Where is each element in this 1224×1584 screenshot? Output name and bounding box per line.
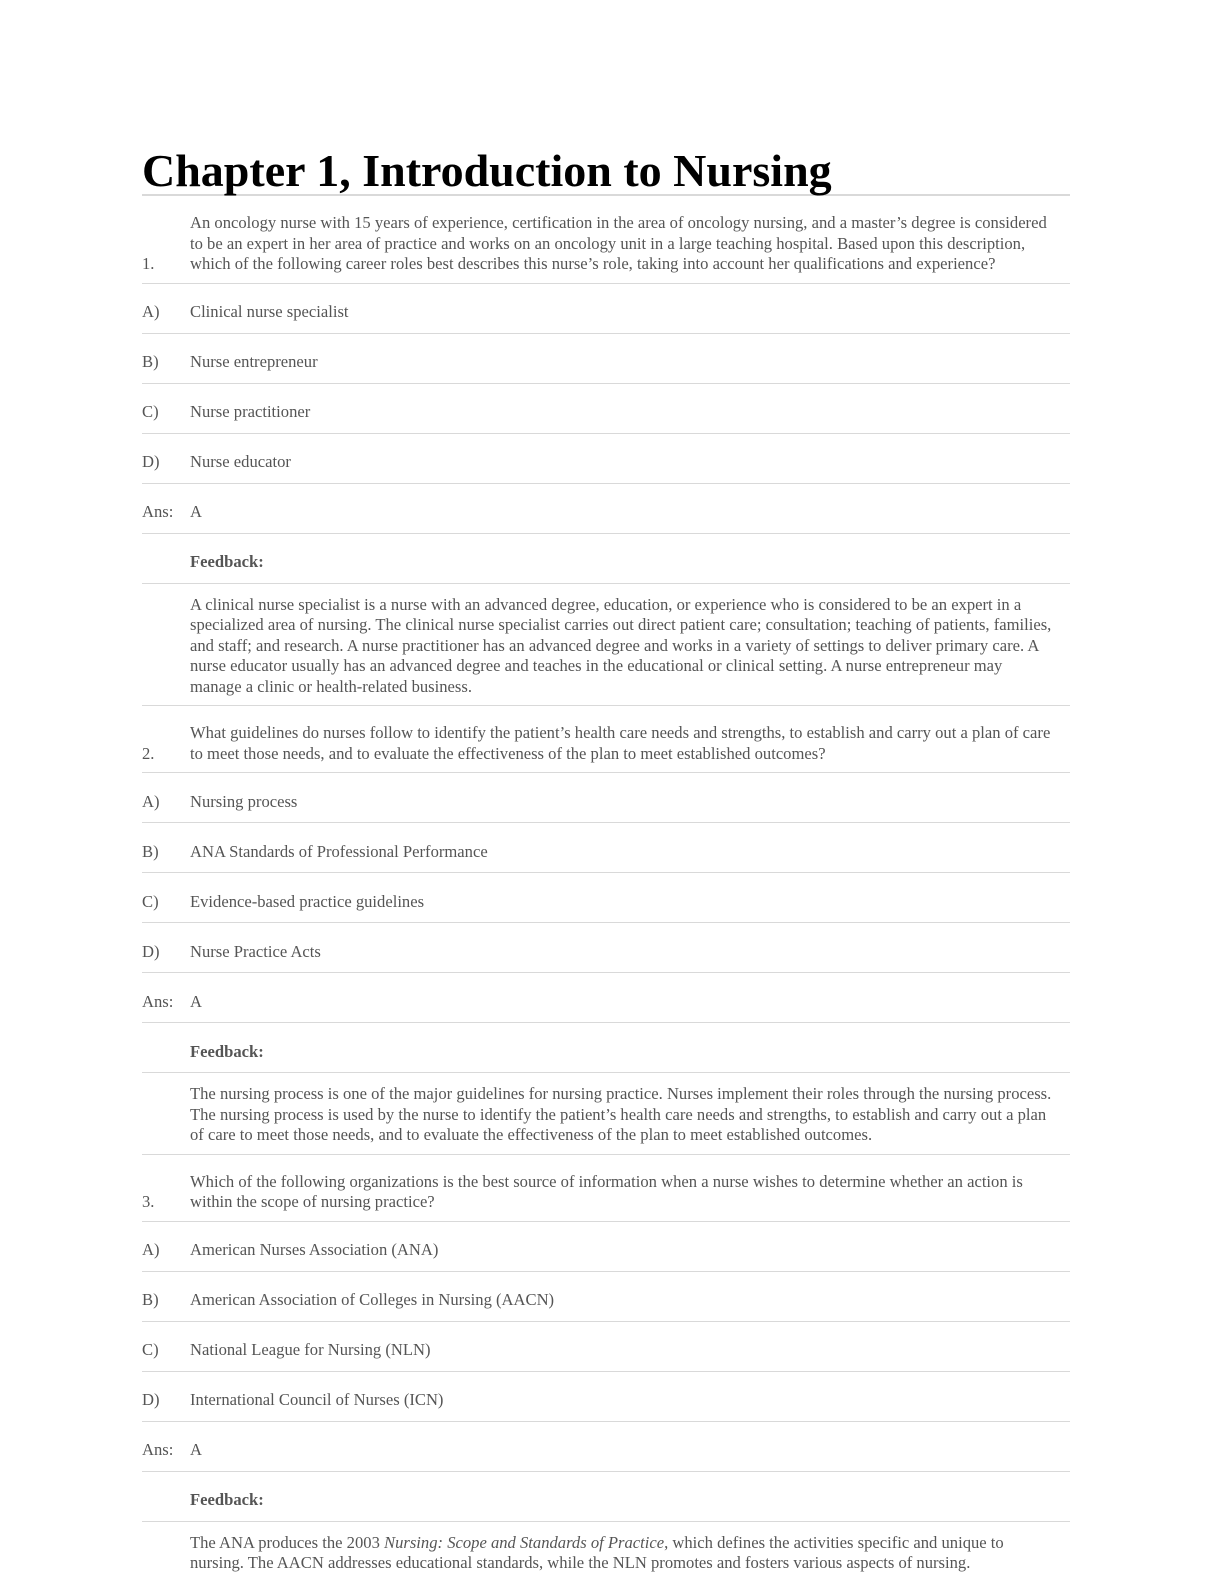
question-number: 3. [142,1154,190,1221]
option-letter: B) [142,823,190,873]
feedback-text-row [142,1073,1070,1155]
option-text: American Nurses Association (ANA) [190,1221,1070,1271]
feedback-text-part: The ANA produces the 2003 [190,1532,385,1552]
option-row [142,773,1070,823]
option-row [142,1221,1070,1271]
option-letter: A) [142,283,190,333]
option-letter: D) [142,923,190,973]
option-row [142,283,1070,333]
option-letter: D) [142,1371,190,1421]
question-stem-row [142,706,1070,773]
feedback-text-row [142,583,1070,706]
option-row [142,1371,1070,1421]
feedback-text-row [142,1521,1070,1582]
option-row [142,873,1070,923]
question-table [142,196,1070,1582]
option-text: Clinical nurse specialist [190,283,1070,333]
answer-row [142,1421,1070,1471]
option-letter: A) [142,773,190,823]
option-text: Nurse educator [190,433,1070,483]
feedback-label: Feedback: [190,533,1070,583]
feedback-header-row [142,1471,1070,1521]
question-text: Which of the following organizations is the best source of information when a nurse wishes to determine whether an action is within the scope of nursing practice? [190,1154,1070,1221]
option-row [142,383,1070,433]
answer-value: A [190,483,1070,533]
option-text: Nurse entrepreneur [190,333,1070,383]
answer-row [142,973,1070,1023]
page-title: Chapter 1, Introduction to Nursing [142,146,1070,196]
feedback-text [190,1521,1070,1582]
feedback-label: Feedback: [190,1471,1070,1521]
option-letter: B) [142,1271,190,1321]
feedback-header-row [142,1023,1070,1073]
option-text: Nursing process [190,773,1070,823]
option-letter: C) [142,383,190,433]
feedback-italic-title: Nursing: Scope and Standards of Practice [384,1532,665,1552]
option-row [142,823,1070,873]
option-letter: C) [142,873,190,923]
option-text: Evidence-based practice guidelines [190,873,1070,923]
feedback-text: The nursing process is one of the major guidelines for nursing practice. Nurses implement their roles through the nursing process. The nursing process is used by the nurse to identify the patient’s health care needs and strengths, to establish and carry out a plan of care to meet those needs, and to evaluate the effectiveness of the plan to meet established outcomes. [190,1073,1070,1155]
option-text: Nurse Practice Acts [190,923,1070,973]
answer-value: A [190,1421,1070,1471]
option-row [142,333,1070,383]
question-text: What guidelines do nurses follow to identify the patient’s health care needs and strengths, to establish and carry out a plan of care to meet those needs, and to evaluate the effectiveness of the plan to meet established outcomes? [190,706,1070,773]
document-page [142,146,1070,1582]
feedback-text: A clinical nurse specialist is a nurse with an advanced degree, education, or experience who is considered to be an expert in a specialized area of nursing. The clinical nurse specialist carries out direct patient care; consultation; teaching of patients, families, and staff; and research. A nurse practitioner has an advanced degree and works in a variety of settings to deliver primary care. A nurse educator usually has an advanced degree and teaches in the educational or clinical setting. A nurse entrepreneur may manage a clinic or health-related business. [190,583,1070,706]
option-text: Nurse practitioner [190,383,1070,433]
option-row [142,1271,1070,1321]
question-number: 1. [142,196,190,283]
feedback-label: Feedback: [190,1023,1070,1073]
option-row [142,433,1070,483]
feedback-text-part: , which defines the activities specific and unique to nursing. The AACN addresses educational standards, while the NLN promotes and fosters various aspects of nursing. [190,1532,1004,1572]
option-row [142,923,1070,973]
question-stem-row [142,196,1070,283]
option-row [142,1321,1070,1371]
answer-value: A [190,973,1070,1023]
answer-label: Ans: [142,483,190,533]
option-letter: A) [142,1221,190,1271]
option-letter: D) [142,433,190,483]
option-text: American Association of Colleges in Nursing (AACN) [190,1271,1070,1321]
option-text: National League for Nursing (NLN) [190,1321,1070,1371]
option-text: International Council of Nurses (ICN) [190,1371,1070,1421]
question-text: An oncology nurse with 15 years of experience, certification in the area of oncology nursing, and a master’s degree is considered to be an expert in her area of practice and works on an oncology unit in a large teaching hospital. Based upon this description, which of the following career roles best describes this nurse’s role, taking into account her qualifications and experience? [190,196,1070,283]
option-letter: C) [142,1321,190,1371]
question-stem-row [142,1154,1070,1221]
answer-label: Ans: [142,973,190,1023]
answer-row [142,483,1070,533]
answer-label: Ans: [142,1421,190,1471]
question-number: 2. [142,706,190,773]
option-letter: B) [142,333,190,383]
option-text: ANA Standards of Professional Performance [190,823,1070,873]
feedback-header-row [142,533,1070,583]
